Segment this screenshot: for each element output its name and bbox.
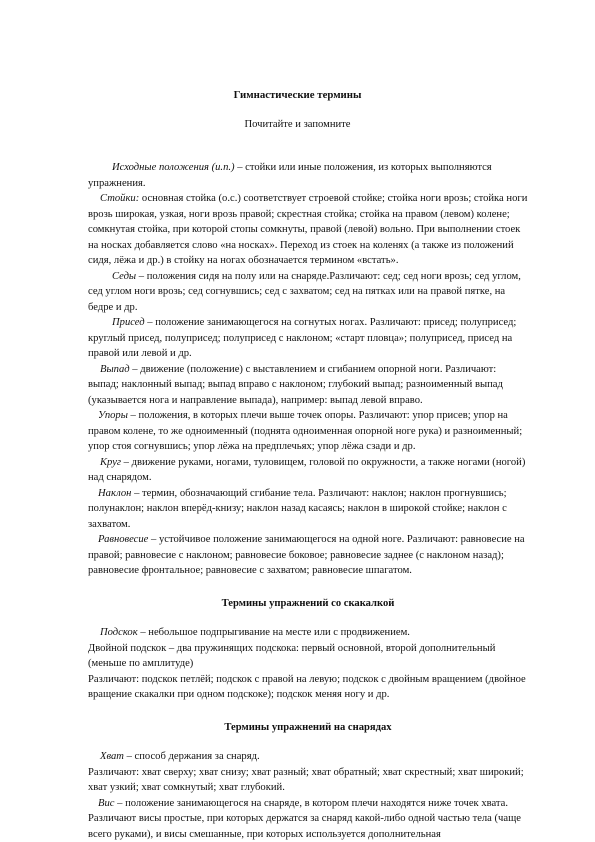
term: Наклон [98,487,132,499]
paragraph-grip [88,749,528,765]
paragraph-hop-types: Различают: подскок петлёй; подскок с правой на левую; подскок с двойным вращением (двойное вращение скакалки при одном подскоке); подскок меняя ногу и др. [88,673,526,700]
paragraph-hang [88,796,528,842]
definition: – способ держания за снаряд. [123,751,260,762]
paragraph-double-hop: Двойной подскок – два пружинящих подскока: первый основной, второй дополнительный (меньше по амплитуде) [88,642,496,669]
term: Стойки: [100,193,140,204]
definition: – положения сидя на полу или на снаряде.Различают: сед; сед ноги врозь; сед углом, сед углом ноги врозь; сед согнувшись; сед с захватом; сед на пятках или на правой пятке, на бедре и др. [88,270,521,313]
paragraph-squat [88,315,528,362]
paragraph-seats [88,269,528,316]
definition: – устойчивое положение занимающегося на одной ноге. Различают: равновесие на правой; равновесие с наклоном; равновесие боковое; равновесие заднее (с наклоном назад); равновесие фронтальное; равновесие с захватом; равновесие шпагатом. [88,534,525,576]
term: Круг [100,456,122,468]
definition: – небольшое подпрыгивание на месте или с продвижением. [137,627,410,638]
term: Присед [112,317,145,328]
term: Седы [112,270,137,282]
term: Исходные положения (и.п.) [112,162,235,173]
paragraph-initial-positions [88,160,528,191]
paragraph-lunge [88,362,528,409]
paragraph-circle [88,455,528,486]
definition: – движение (положение) с выставлением и сгибанием опорной ноги. Различают: выпад; наклонный выпад; выпад вправо с наклоном; глубокий выпад; разноименный выпад (указывается нога и направление выпада), например: выпад левой вправо. [88,363,503,406]
definition: – положение занимающегося на снаряде, в котором плечи находятся ниже точек хвата. Различают висы простые, при которых держатся за снаряд какой-либо одной частью тела (чаще всего руками), и висы смешанные, при которых используется дополнительная [88,797,521,840]
section-heading-rope: Термины упражнений со скакалкой [221,597,395,609]
paragraph-balance [88,532,528,579]
term: Равновесие [98,534,149,545]
page-title: Гимнастические термины [233,89,362,101]
paragraph-bend [88,486,528,533]
paragraph-stances [88,191,528,269]
term: Выпад [100,363,130,375]
paragraph-supports [88,408,528,455]
definition: основная стойка (о.с.) соответствует строевой стойке; стойка ноги врозь; стойка ноги врозь широкая, узкая, ноги врозь правой; скрестная стойка; стойка на правом (левом) колене; сомкнутая стойка, при которой стопы сомкнуты, правой (левой) вольно. При выполнении стоек на носках добавляется слово «на носках». Переход из стоек на коленях (а также из положений сидя, лёжа и др.) в стойку на ногах обозначается термином «встать». [88,193,528,266]
term: Подскок [100,627,138,638]
paragraph-hop [88,625,528,641]
term: Хват [100,751,124,762]
paragraph-grip-types: Различают: хват сверху; хват снизу; хват разный; хват обратный; хват скрестный; хват широкий; хват узкий; хват сомкнутый; хват глубокий. [88,766,524,793]
page-subtitle: Почитайте и запомните [244,119,351,130]
term: Упоры [98,410,128,421]
definition: – положения, в которых плечи выше точек опоры. Различают: упор присев; упор на правом колене, то же одноименный (поднята одноименная опорной ноге рука) и разноименный; упор стоя согнувшись; упор лёжа на предплечьях; упор лёжа сзади и др. [88,410,523,452]
term: Вис [98,797,115,809]
definition: – стойки или иные положения, из которых выполняются упражнения. [88,162,492,189]
section-heading-apparatus: Термины упражнений на снарядах [224,721,392,733]
definition: – движение руками, ногами, туловищем, головой по окружности, а также ногами (ногой) над снарядом. [88,456,526,483]
document-body [88,160,528,842]
definition: – термин, обозначающий сгибание тела. Различают: наклон; наклон прогнувшись; полунаклон; наклон вперёд-книзу; наклон назад касаясь; наклон в широкой стойке; наклон с захватом. [88,487,507,530]
definition: – положение занимающегося на согнутых ногах. Различают: присед; полуприсед; круглый присед, полуприсед; полуприсед с наклоном; «старт пловца»; полуприсед, присед на правой или левой и др. [88,317,517,359]
